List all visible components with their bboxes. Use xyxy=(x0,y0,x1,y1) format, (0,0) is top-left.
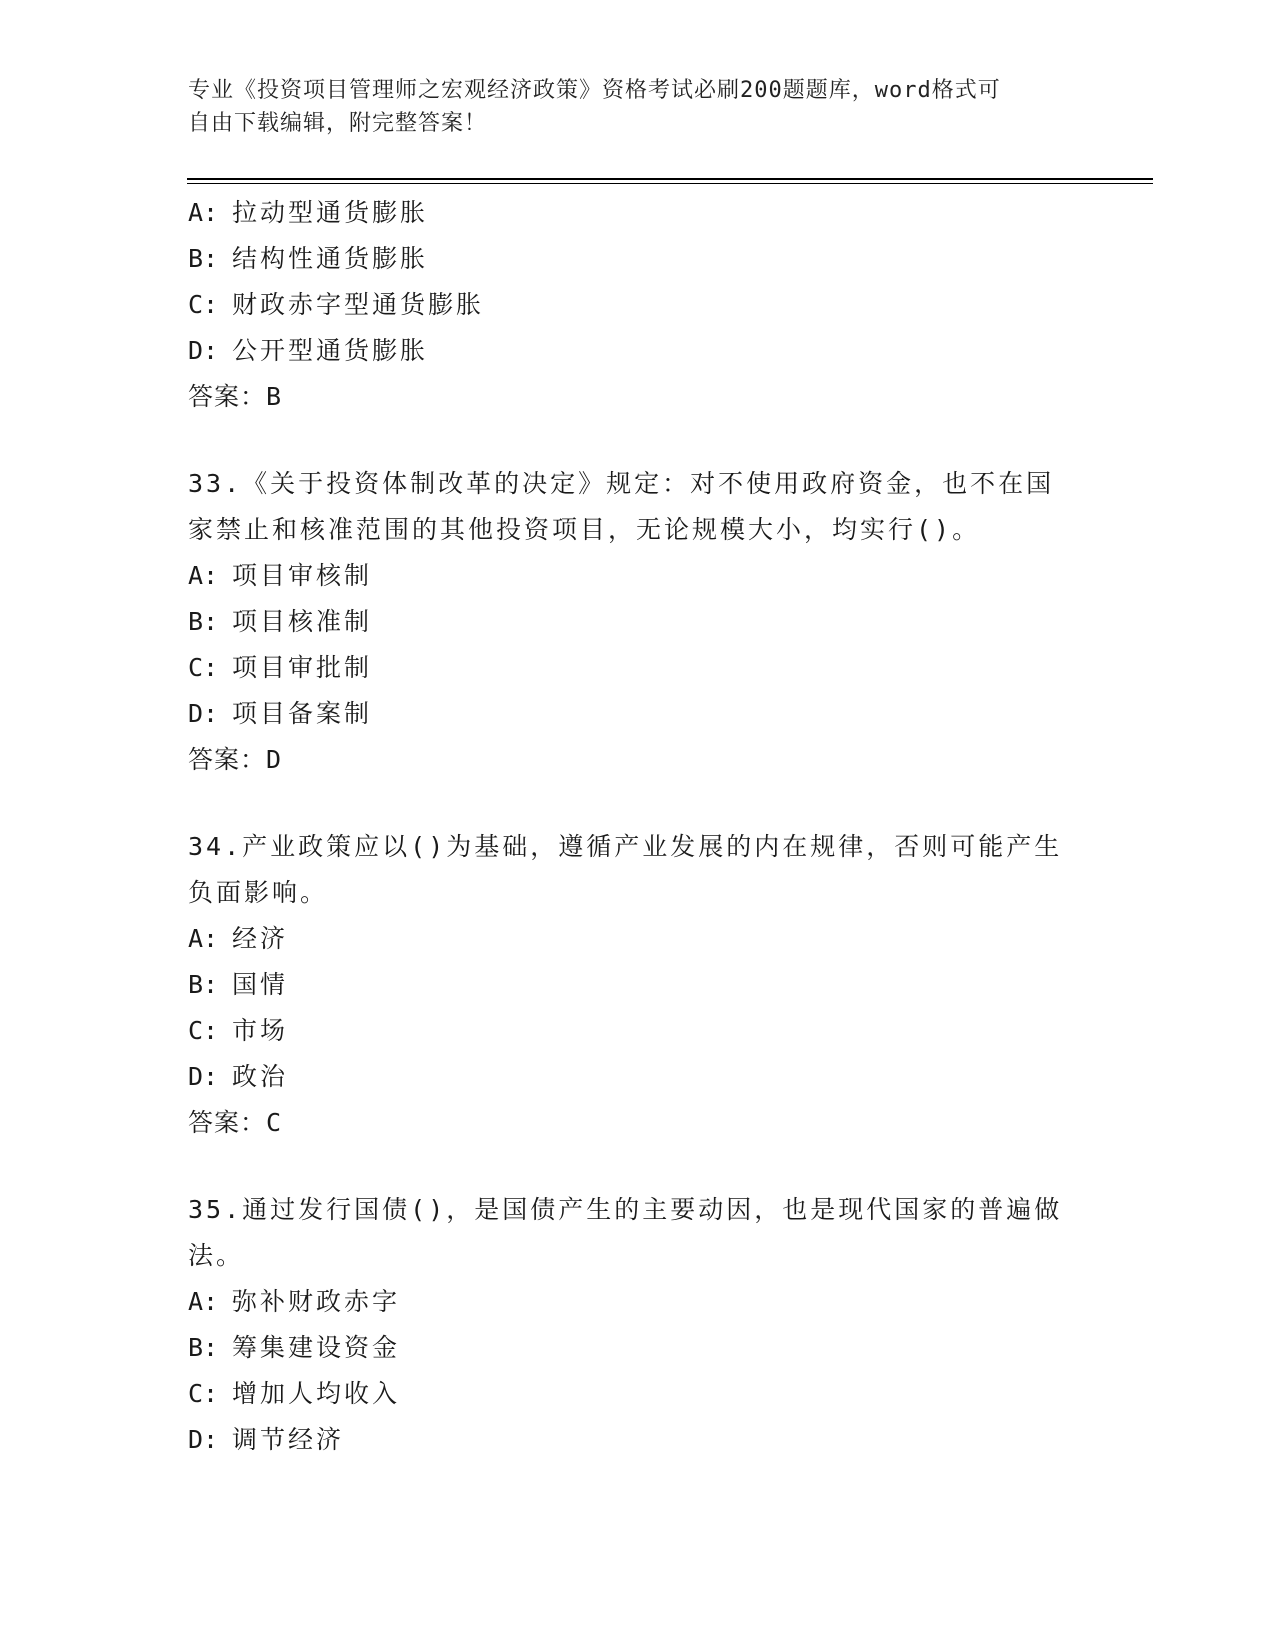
option-text: 筹集建设资金 xyxy=(232,1333,401,1362)
option-letter: B: xyxy=(188,607,219,636)
option-c xyxy=(188,282,1088,328)
answer-line: 答案：D xyxy=(188,745,283,774)
option-letter: D: xyxy=(188,336,219,365)
option-a xyxy=(188,1279,1088,1325)
option-text: 公开型通货膨胀 xyxy=(232,336,429,365)
option-letter: D: xyxy=(188,1062,219,1091)
option-letter: C: xyxy=(188,1016,219,1045)
option-text: 经济 xyxy=(232,924,289,953)
option-text: 项目备案制 xyxy=(232,699,373,728)
option-text: 结构性通货膨胀 xyxy=(232,244,429,273)
option-a xyxy=(188,553,1088,599)
option-b xyxy=(188,599,1088,645)
option-letter: A: xyxy=(188,924,219,953)
option-letter: B: xyxy=(188,244,219,273)
option-letter: D: xyxy=(188,699,219,728)
option-text: 政治 xyxy=(232,1062,289,1091)
option-letter: A: xyxy=(188,561,219,590)
option-letter: B: xyxy=(188,1333,219,1362)
option-letter: A: xyxy=(188,198,219,227)
question-stem-line-2: 家禁止和核准范围的其他投资项目，无论规模大小，均实行()。 xyxy=(188,515,981,544)
option-letter: D: xyxy=(188,1425,219,1454)
option-a xyxy=(188,916,1088,962)
header-divider-thin xyxy=(187,183,1153,184)
option-b xyxy=(188,236,1088,282)
option-b xyxy=(188,1325,1088,1371)
option-d xyxy=(188,1054,1088,1100)
option-text: 市场 xyxy=(232,1016,289,1045)
document-header xyxy=(188,74,1068,140)
option-text: 项目核准制 xyxy=(232,607,373,636)
question-block-32 xyxy=(188,190,1088,420)
option-text: 财政赤字型通货膨胀 xyxy=(232,290,485,319)
header-title-line-2: 自由下载编辑，附完整答案！ xyxy=(188,111,488,136)
option-c xyxy=(188,1008,1088,1054)
question-stem-line-2: 负面影响。 xyxy=(188,878,329,907)
option-d xyxy=(188,1417,1088,1463)
option-letter: A: xyxy=(188,1287,219,1316)
header-divider-thick xyxy=(187,178,1153,180)
option-letter: C: xyxy=(188,1379,219,1408)
question-stem-line-2: 法。 xyxy=(188,1241,245,1270)
answer-line: 答案：B xyxy=(188,382,283,411)
option-text: 拉动型通货膨胀 xyxy=(232,198,429,227)
question-stem-line-1: 35.通过发行国债()，是国债产生的主要动因，也是现代国家的普遍做 xyxy=(188,1195,1063,1224)
header-title-line-1: 专业《投资项目管理师之宏观经济政策》资格考试必刷200题题库，word格式可 xyxy=(188,78,1001,103)
question-stem-line-1: 33.《关于投资体制改革的决定》规定：对不使用政府资金，也不在国 xyxy=(188,469,1055,498)
option-text: 调节经济 xyxy=(232,1425,345,1454)
answer-line: 答案：C xyxy=(188,1108,283,1137)
question-block-34 xyxy=(188,824,1088,1146)
option-letter: C: xyxy=(188,653,219,682)
option-letter: C: xyxy=(188,290,219,319)
option-c xyxy=(188,645,1088,691)
option-b xyxy=(188,962,1088,1008)
option-text: 弥补财政赤字 xyxy=(232,1287,401,1316)
option-text: 项目审批制 xyxy=(232,653,373,682)
option-d xyxy=(188,328,1088,374)
option-text: 国情 xyxy=(232,970,289,999)
option-text: 项目审核制 xyxy=(232,561,373,590)
option-d xyxy=(188,691,1088,737)
question-block-33 xyxy=(188,461,1088,783)
option-a xyxy=(188,190,1088,236)
option-text: 增加人均收入 xyxy=(232,1379,401,1408)
option-c xyxy=(188,1371,1088,1417)
question-block-35 xyxy=(188,1187,1088,1463)
option-letter: B: xyxy=(188,970,219,999)
question-list xyxy=(188,190,1088,1463)
question-stem-line-1: 34.产业政策应以()为基础，遵循产业发展的内在规律，否则可能产生 xyxy=(188,832,1063,861)
